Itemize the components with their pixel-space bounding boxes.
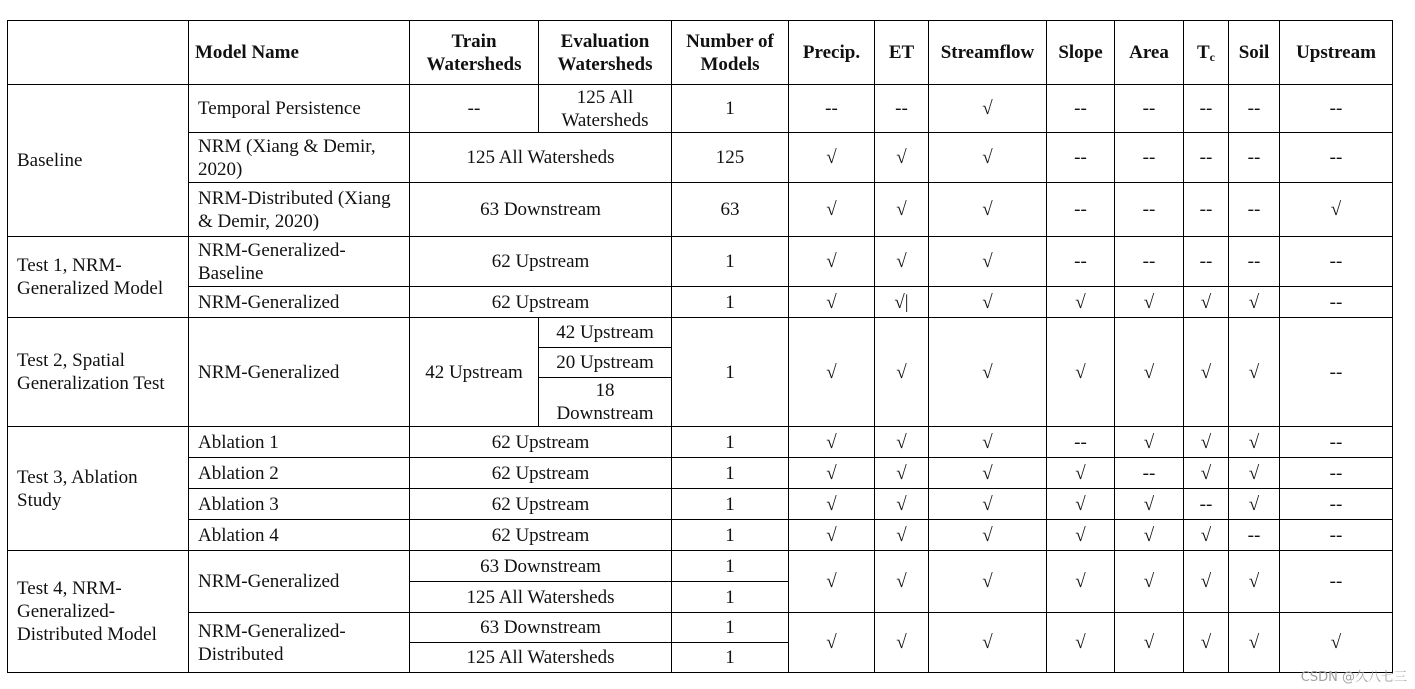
watersheds-cell: 62 Upstream <box>410 458 672 489</box>
header-tc-sub: c <box>1209 50 1215 64</box>
num-models-cell: 1 <box>672 582 789 613</box>
flag-cell: -- <box>1047 85 1115 133</box>
group-label-test3: Test 3, Ablation Study <box>8 427 189 551</box>
table-row <box>8 237 1393 287</box>
watermark: CSDN @久八七三 <box>1300 670 1407 685</box>
table-row <box>8 551 1393 582</box>
header-area: Area <box>1115 21 1184 85</box>
num-models-cell: 1 <box>672 643 789 673</box>
flag-cell: √ <box>1184 318 1229 427</box>
flag-cell: √ <box>1184 427 1229 458</box>
flag-cell: -- <box>1115 237 1184 287</box>
flag-cell: √ <box>1047 613 1115 673</box>
header-et: ET <box>875 21 929 85</box>
flag-cell: √ <box>1047 458 1115 489</box>
num-models-cell: 1 <box>672 427 789 458</box>
flag-cell: √ <box>929 183 1047 237</box>
flag-cell: √ <box>789 458 875 489</box>
flag-cell: -- <box>1280 458 1393 489</box>
watersheds-cell: 63 Downstream <box>410 613 672 643</box>
group-label-test4: Test 4, NRM-Generalized-Distributed Model <box>8 551 189 673</box>
num-models-cell: 1 <box>672 318 789 427</box>
flag-cell: -- <box>875 85 929 133</box>
flag-cell: √ <box>1229 287 1280 318</box>
flag-cell: √ <box>1047 318 1115 427</box>
flag-cell: √ <box>875 427 929 458</box>
flag-cell: √ <box>875 458 929 489</box>
flag-cell: √ <box>1047 520 1115 551</box>
flag-cell: -- <box>1280 489 1393 520</box>
flag-cell: -- <box>1047 183 1115 237</box>
header-precip: Precip. <box>789 21 875 85</box>
watersheds-cell: 62 Upstream <box>410 287 672 318</box>
flag-cell: √ <box>1115 489 1184 520</box>
watersheds-cell: 125 All Watersheds <box>410 133 672 183</box>
model-name-cell: Ablation 4 <box>189 520 410 551</box>
flag-cell: -- <box>789 85 875 133</box>
group-label-test1: Test 1, NRM-Generalized Model <box>8 237 189 318</box>
flag-cell: √ <box>789 551 875 613</box>
flag-cell: √ <box>875 613 929 673</box>
num-models-cell: 1 <box>672 458 789 489</box>
flag-cell: -- <box>1115 133 1184 183</box>
flag-cell: -- <box>1184 237 1229 287</box>
model-name-cell: NRM-Generalized <box>189 318 410 427</box>
watersheds-cell: 125 All Watersheds <box>410 582 672 613</box>
flag-cell: √ <box>929 520 1047 551</box>
watersheds-cell: 62 Upstream <box>410 237 672 287</box>
watersheds-cell: 62 Upstream <box>410 427 672 458</box>
flag-cell: -- <box>1184 183 1229 237</box>
model-name-cell: NRM-Generalized-Distributed <box>189 613 410 673</box>
flag-cell: -- <box>1280 551 1393 613</box>
table-row <box>8 133 1393 183</box>
flag-cell: √ <box>1184 551 1229 613</box>
flag-cell: -- <box>1115 458 1184 489</box>
flag-cell: √ <box>929 489 1047 520</box>
flag-cell: √ <box>929 287 1047 318</box>
model-name-cell: Ablation 3 <box>189 489 410 520</box>
table-row <box>8 458 1393 489</box>
flag-cell: √ <box>789 133 875 183</box>
flag-cell: √ <box>789 287 875 318</box>
group-label-test2: Test 2, Spatial Generalization Test <box>8 318 189 427</box>
num-models-cell: 1 <box>672 520 789 551</box>
train-watersheds-cell: 42 Upstream <box>410 318 539 427</box>
header-slope: Slope <box>1047 21 1115 85</box>
flag-cell: √ <box>1229 551 1280 613</box>
flag-cell: √ <box>789 183 875 237</box>
flag-cell: √ <box>1229 489 1280 520</box>
num-models-cell: 1 <box>672 489 789 520</box>
watersheds-cell: 63 Downstream <box>410 183 672 237</box>
model-name-cell: Ablation 2 <box>189 458 410 489</box>
flag-cell: -- <box>1229 133 1280 183</box>
flag-cell: -- <box>1184 85 1229 133</box>
flag-cell: √| <box>875 287 929 318</box>
flag-cell: √ <box>789 520 875 551</box>
flag-cell: √ <box>1184 287 1229 318</box>
flag-cell: √ <box>1229 458 1280 489</box>
num-models-cell: 1 <box>672 287 789 318</box>
flag-cell: √ <box>875 551 929 613</box>
num-models-cell: 1 <box>672 613 789 643</box>
flag-cell: √ <box>1229 613 1280 673</box>
flag-cell: √ <box>929 427 1047 458</box>
flag-cell: √ <box>929 133 1047 183</box>
flag-cell: -- <box>1047 237 1115 287</box>
header-category <box>8 21 189 85</box>
flag-cell: -- <box>1184 133 1229 183</box>
flag-cell: √ <box>789 489 875 520</box>
flag-cell: √ <box>875 133 929 183</box>
num-models-cell: 1 <box>672 237 789 287</box>
flag-cell: √ <box>789 237 875 287</box>
num-models-cell: 125 <box>672 133 789 183</box>
header-model-name: Model Name <box>189 21 410 85</box>
flag-cell: √ <box>875 318 929 427</box>
table-row <box>8 613 1393 643</box>
flag-cell: -- <box>1280 318 1393 427</box>
flag-cell: √ <box>1047 287 1115 318</box>
flag-cell: -- <box>1280 237 1393 287</box>
evaluation-watersheds-cell: 42 Upstream <box>539 318 672 348</box>
header-soil: Soil <box>1229 21 1280 85</box>
flag-cell: -- <box>1280 287 1393 318</box>
flag-cell: √ <box>1280 183 1393 237</box>
flag-cell: -- <box>1229 237 1280 287</box>
flag-cell: -- <box>1229 85 1280 133</box>
flag-cell: √ <box>929 318 1047 427</box>
flag-cell: √ <box>1115 427 1184 458</box>
model-name-cell: NRM-Generalized <box>189 287 410 318</box>
flag-cell: √ <box>1115 613 1184 673</box>
header-train-watersheds: Train Watersheds <box>410 21 539 85</box>
flag-cell: -- <box>1184 489 1229 520</box>
flag-cell: -- <box>1280 520 1393 551</box>
table-row <box>8 427 1393 458</box>
watersheds-cell: 63 Downstream <box>410 551 672 582</box>
flag-cell: √ <box>875 489 929 520</box>
header-streamflow: Streamflow <box>929 21 1047 85</box>
flag-cell: √ <box>789 427 875 458</box>
flag-cell: √ <box>875 183 929 237</box>
flag-cell: √ <box>1184 458 1229 489</box>
header-evaluation-watersheds: Evaluation Watersheds <box>539 21 672 85</box>
watersheds-cell: 62 Upstream <box>410 489 672 520</box>
evaluation-watersheds-cell: 20 Upstream <box>539 348 672 378</box>
model-name-cell: Temporal Persistence <box>189 85 410 133</box>
flag-cell: √ <box>1115 318 1184 427</box>
flag-cell: -- <box>1115 85 1184 133</box>
flag-cell: -- <box>1280 427 1393 458</box>
flag-cell: √ <box>1280 613 1393 673</box>
flag-cell: √ <box>1047 489 1115 520</box>
model-name-cell: NRM-Generalized <box>189 551 410 613</box>
table-row <box>8 489 1393 520</box>
flag-cell: √ <box>1115 287 1184 318</box>
flag-cell: √ <box>1184 520 1229 551</box>
num-models-cell: 1 <box>672 551 789 582</box>
flag-cell: √ <box>789 318 875 427</box>
table-row <box>8 85 1393 133</box>
model-name-cell: NRM-Distributed (Xiang & Demir, 2020) <box>189 183 410 237</box>
num-models-cell: 1 <box>672 85 789 133</box>
flag-cell: √ <box>1229 318 1280 427</box>
header-row <box>8 21 1393 85</box>
flag-cell: √ <box>1184 613 1229 673</box>
flag-cell: √ <box>1115 551 1184 613</box>
flag-cell: √ <box>1229 427 1280 458</box>
flag-cell: √ <box>929 237 1047 287</box>
model-comparison-table <box>7 20 1393 673</box>
flag-cell: √ <box>929 458 1047 489</box>
flag-cell: √ <box>875 520 929 551</box>
flag-cell: -- <box>1047 427 1115 458</box>
flag-cell: -- <box>1280 85 1393 133</box>
flag-cell: -- <box>1115 183 1184 237</box>
evaluation-watersheds-cell: 18 Downstream <box>539 378 672 427</box>
num-models-cell: 63 <box>672 183 789 237</box>
flag-cell: √ <box>789 613 875 673</box>
watersheds-cell: 62 Upstream <box>410 520 672 551</box>
flag-cell: -- <box>1229 183 1280 237</box>
flag-cell: √ <box>875 237 929 287</box>
watersheds-cell: 125 All Watersheds <box>410 643 672 673</box>
flag-cell: -- <box>1229 520 1280 551</box>
model-name-cell: Ablation 1 <box>189 427 410 458</box>
flag-cell: -- <box>1047 133 1115 183</box>
flag-cell: √ <box>929 613 1047 673</box>
train-watersheds-cell: -- <box>410 85 539 133</box>
table-row <box>8 318 1393 348</box>
header-upstream: Upstream <box>1280 21 1393 85</box>
header-number-of-models: Number of Models <box>672 21 789 85</box>
model-name-cell: NRM (Xiang & Demir, 2020) <box>189 133 410 183</box>
flag-cell: √ <box>929 551 1047 613</box>
table-row <box>8 520 1393 551</box>
flag-cell: √ <box>1115 520 1184 551</box>
table-row <box>8 287 1393 318</box>
flag-cell: √ <box>929 85 1047 133</box>
evaluation-watersheds-cell: 125 All Watersheds <box>539 85 672 133</box>
header-tc <box>1184 21 1229 85</box>
header-tc-main: T <box>1196 42 1210 63</box>
model-name-cell: NRM-Generalized-Baseline <box>189 237 410 287</box>
table-row <box>8 183 1393 237</box>
flag-cell: √ <box>1047 551 1115 613</box>
flag-cell: -- <box>1280 133 1393 183</box>
group-label-baseline: Baseline <box>8 85 189 237</box>
